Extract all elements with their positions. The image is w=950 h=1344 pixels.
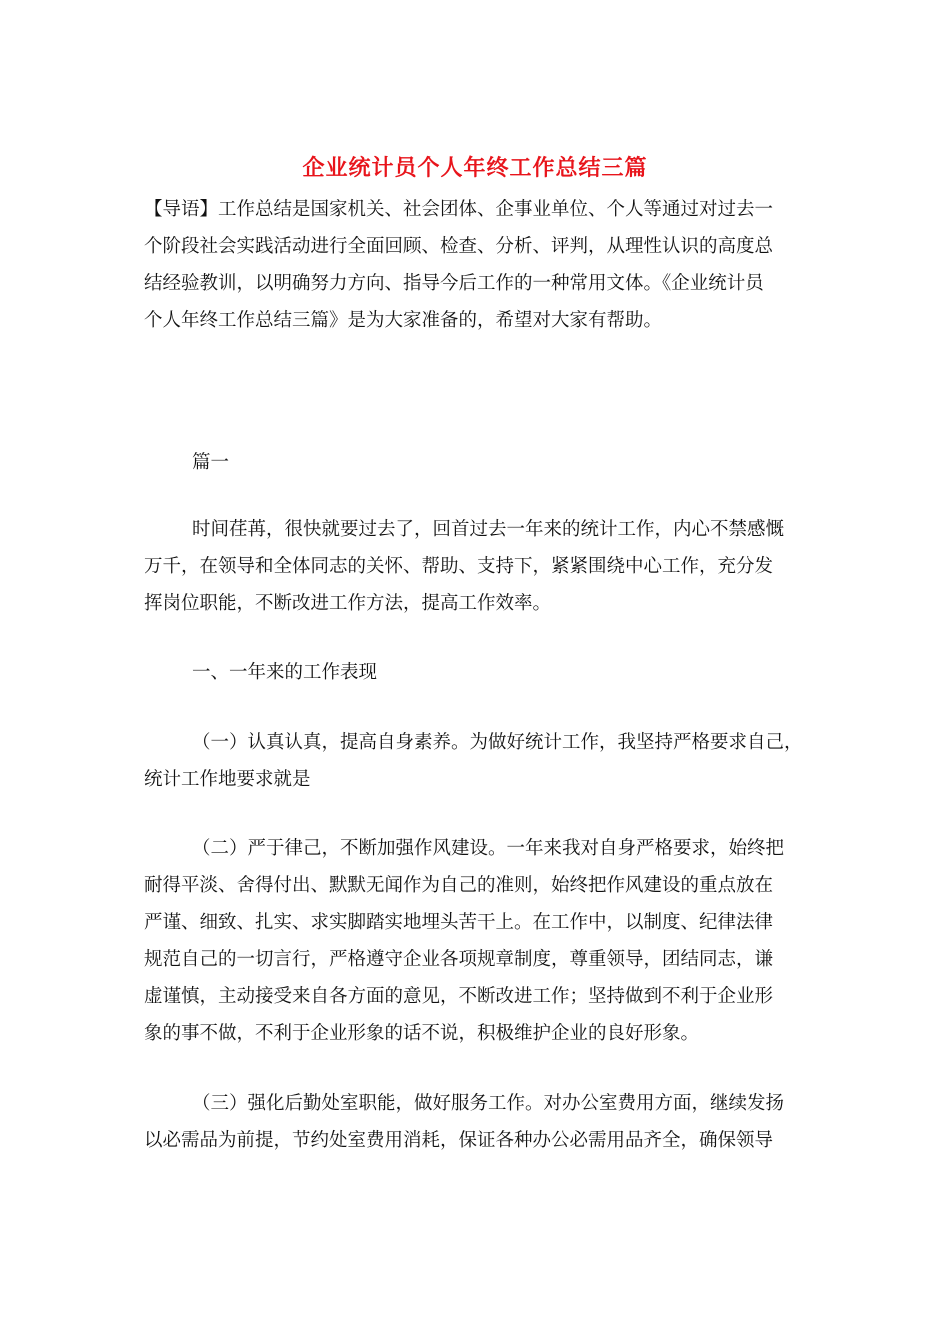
para1-line-2: 万千，在领导和全体同志的关怀、帮助、支持下，紧紧围绕中心工作，充分发 [144,556,774,577]
section-heading: 篇一 [192,452,230,473]
para3-line-5: 虚谨慎，主动接受来自各方面的意见，不断改进工作；坚持做到不利于企业形 [144,986,774,1007]
para3-line-6: 象的事不做，不利于企业形象的话不说，积极维护企业的良好形象。 [144,1023,700,1044]
para3-line-2: 耐得平淡、舍得付出、默默无闻作为自己的准则，始终把作风建设的重点放在 [144,875,774,896]
para2-line-1: （一）认真认真，提高自身素养。为做好统计工作，我坚持严格要求自己， [192,732,803,753]
subheading: 一、一年来的工作表现 [192,662,378,683]
para1-line-3: 挥岗位职能，不断改进工作方法，提高工作效率。 [144,593,552,614]
intro-line-3: 结经验教训，以明确努力方向、指导今后工作的一种常用文体。《企业统计员 [144,273,764,294]
para3-line-3: 严谨、细致、扎实、求实脚踏实地埋头苦干上。在工作中，以制度、纪律法律 [144,912,774,933]
intro-line-4: 个人年终工作总结三篇》是为大家准备的，希望对大家有帮助。 [144,310,663,331]
intro-line-1: 【导语】工作总结是国家机关、社会团体、企事业单位、个人等通过对过去一 [144,199,774,220]
para3-line-1: （二）严于律己，不断加强作风建设。一年来我对自身严格要求，始终把 [192,838,785,859]
para4-line-1: （三）强化后勤处室职能，做好服务工作。对办公室费用方面，继续发扬 [192,1093,785,1114]
intro-line-2: 个阶段社会实践活动进行全面回顾、检查、分析、评判，从理性认识的高度总 [144,236,774,257]
document-title: 企业统计员个人年终工作总结三篇 [302,155,648,181]
para4-line-2: 以必需品为前提，节约处室费用消耗，保证各种办公必需用品齐全，确保领导 [144,1130,774,1151]
para1-line-1: 时间荏苒，很快就要过去了，回首过去一年来的统计工作，内心不禁感慨 [192,519,785,540]
para3-line-4: 规范自己的一切言行，严格遵守企业各项规章制度，尊重领导，团结同志，谦 [144,949,774,970]
para2-line-2: 统计工作地要求就是 [144,769,311,790]
